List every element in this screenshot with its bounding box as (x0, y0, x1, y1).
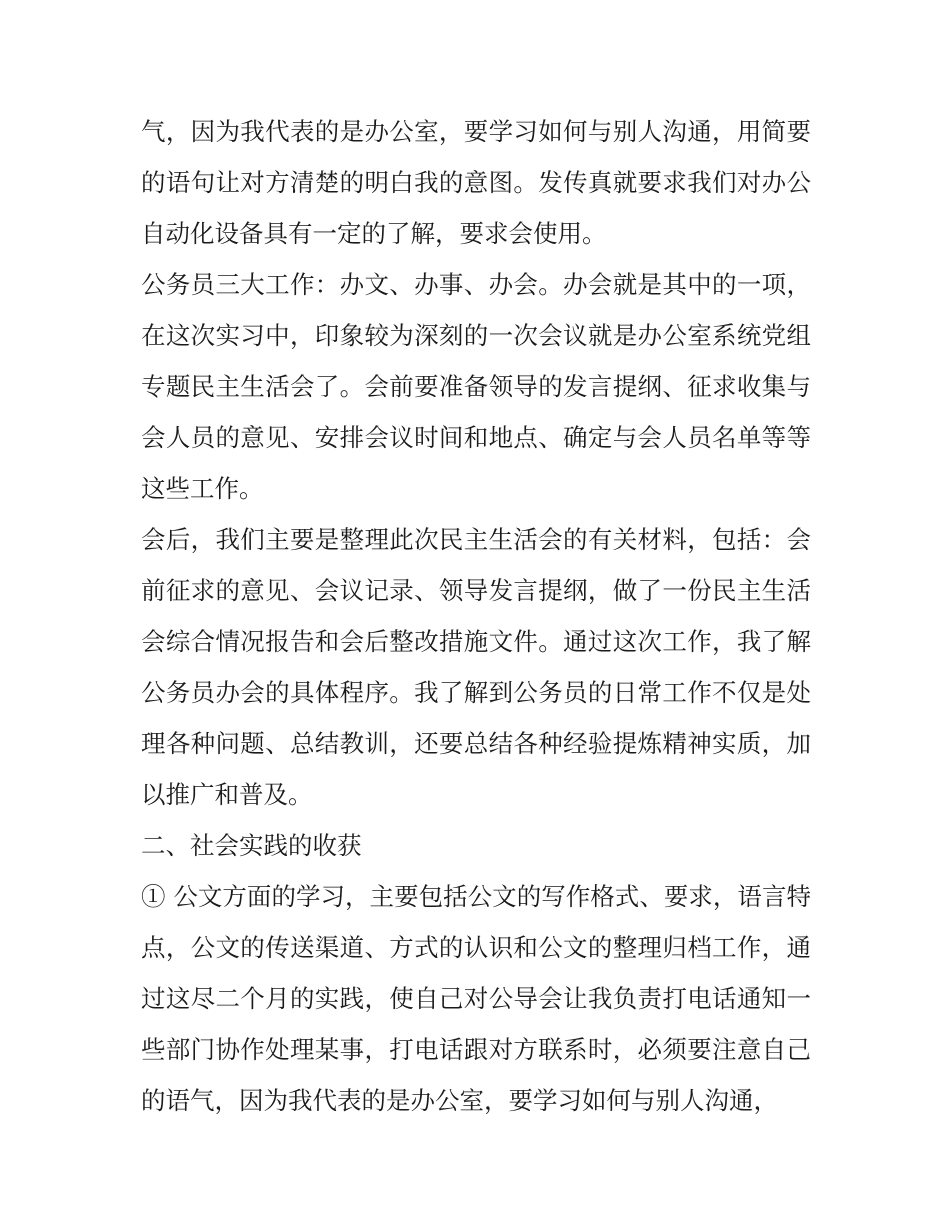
paragraph-after-meeting: 会后，我们主要是整理此次民主生活会的有关材料，包括：会前征求的意见、会议记录、领导发言提纲，做了一份民主生活会综合情况报告和会后整改措施文件。通过这次工作，我了解公务员办会的具体程序。我了解到公务员的日常工作不仅是处理各种问题、总结教训，还要总结各种经验提炼精神实质，加以推广和普及。 (141, 525, 811, 809)
section-heading-practice-gains: 二、社会实践的收获 (141, 831, 362, 860)
paragraph-phone-etiquette: 气，因为我代表的是办公室，要学习如何与别人沟通，用简要的语句让对方清楚的明白我的意图。发传真就要求我们对办公自动化设备具有一定的了解，要求会使用。 (141, 117, 811, 248)
document-body (141, 106, 811, 1126)
paragraph-three-duties: 公务员三大工作：办文、办事、办会。办会就是其中的一项，在这次实习中，印象较为深刻的一次会议就是办公室系统党组专题民主生活会了。会前要准备领导的发言提纲、征求收集与会人员的意见、安排会议时间和地点、确定与会人员名单等等这些工作。 (141, 270, 811, 503)
paragraph-official-documents: ① 公文方面的学习，主要包括公文的写作格式、要求，语言特点，公文的传送渠道、方式的认识和公文的整理归档工作，通过这尽二个月的实践，使自己对公导会让我负责打电话通知一些部门协作处理某事，打电话跟对方联系时，必须要注意自己的语气，因为我代表的是办公室，要学习如何与别人沟通， (141, 882, 811, 1115)
